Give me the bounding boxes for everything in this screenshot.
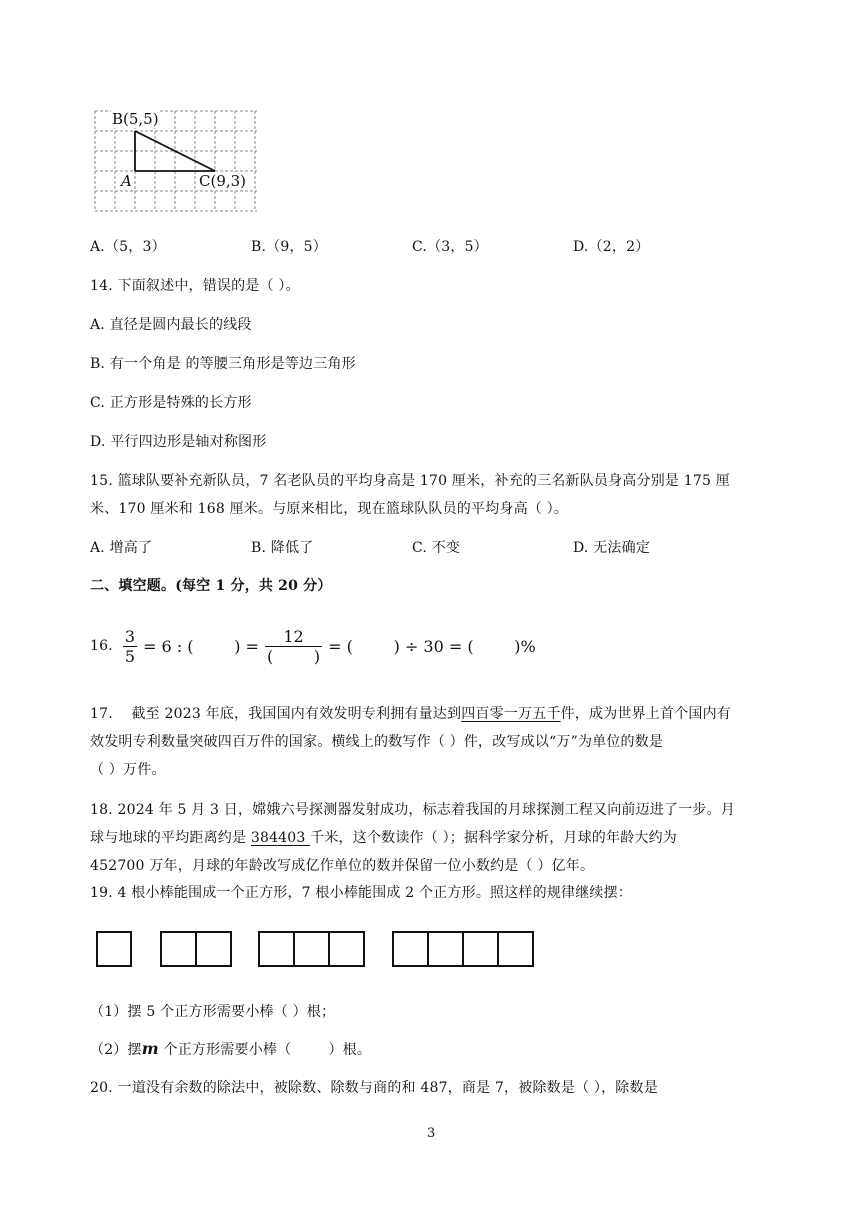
q19-sub-2-end: 个正方形需要小棒（ ）根。 <box>158 1042 372 1058</box>
point-c-label: C(9,3) <box>199 172 247 190</box>
q19-sub-1: （1）摆 5 个正方形需要小棒（ ）根； <box>90 1004 336 1020</box>
q15-option-b: B. 降低了 <box>251 540 314 556</box>
q17-line-2: 效发明专利数量突破四百万件的国家。横线上的数写作（ ）件，改写成以“万”为单位的数是 <box>90 734 664 750</box>
q16-fraction-2-numerator: 12 <box>265 627 322 647</box>
q17-line-1-end: 件，成为世界上首个国内有 <box>560 706 732 722</box>
square-divider <box>293 931 295 967</box>
q18-line-2 <box>90 827 677 847</box>
square-divider <box>497 931 499 967</box>
square-divider <box>462 931 464 967</box>
q18-line-2-start: 球与地球的平均距离约是 <box>90 830 251 846</box>
q16-equation <box>90 623 536 669</box>
q14-option-d: D. 平行四边形是轴对称图形 <box>90 434 267 450</box>
q16-part-2: = ( ) ÷ 30 = ( )% <box>328 636 536 656</box>
q16-part-1: = 6 : ( ) = <box>143 636 259 656</box>
q18-line-3: 452700 万年，月球的年龄改写成亿作单位的数并保留一位小数约是（ ）亿年。 <box>90 858 595 874</box>
q15-line-2: 米、170 厘米和 168 厘米。与原来相比，现在篮球队队员的平均身高（ ）。 <box>90 501 569 517</box>
square-divider <box>195 931 197 967</box>
q16-fraction-2-denominator: ( ) <box>266 646 321 666</box>
q15-option-d: D. 无法确定 <box>573 540 651 556</box>
q13-option-c: C.（3，5） <box>412 239 488 255</box>
q18-line-1: 18. 2024 年 5 月 3 日，嫦娥六号探测器发射成功，标志着我国的月球探测工程又向前迈进了一步。月 <box>90 802 736 818</box>
q18-line-2-end: 千米，这个数读作（ ）；据科学家分析，月球的年龄大约为 <box>310 830 678 846</box>
q16-fraction-1-denominator: 5 <box>124 646 136 666</box>
q20-line-1: 20. 一道没有余数的除法中，被除数、除数与商的和 487，商是 7，被除数是（ ），除数是 <box>90 1080 658 1096</box>
q18-underlined-distance: 384403 <box>250 830 311 846</box>
q17-underlined-number: 四百零一万五千 <box>461 706 561 722</box>
q14-option-c: C. 正方形是特殊的长方形 <box>90 395 252 411</box>
q19-sub-2 <box>90 1039 371 1059</box>
q14-stem: 14. 下面叙述中，错误的是（ ）。 <box>90 278 300 294</box>
q17-line-1 <box>90 703 731 723</box>
square-group-1 <box>96 931 132 967</box>
point-a-label: A <box>121 172 132 190</box>
point-b-label: B(5,5) <box>112 110 159 128</box>
q16-fraction-1-numerator: 3 <box>124 626 136 646</box>
q16-fraction-1 <box>123 627 137 666</box>
square-divider <box>427 931 429 967</box>
square-group-3 <box>258 931 365 967</box>
section-2-heading: 二、填空题。(每空 1 分，共 20 分） <box>90 578 332 594</box>
q19-stem: 19. 4 根小棒能围成一个正方形，7 根小棒能围成 2 个正方形。照这样的规律继续摆： <box>90 885 633 901</box>
q14-option-b: B. 有一个角是 的等腰三角形是等边三角形 <box>90 356 356 372</box>
q19-variable-m: m <box>141 1039 159 1058</box>
page-number: 3 <box>427 1126 436 1141</box>
q16-number: 16. <box>90 638 113 654</box>
q13-option-b: B.（9，5） <box>251 239 327 255</box>
q14-option-a: A. 直径是圆内最长的线段 <box>90 317 252 333</box>
q13-option-a: A.（5，3） <box>90 239 166 255</box>
q15-option-a: A. 增高了 <box>90 540 153 556</box>
q15-line-1: 15. 篮球队要补充新队员，7 名老队员的平均身高是 170 厘米，补充的三名新队员身高分别是 175 厘 <box>90 473 730 489</box>
square-divider <box>328 931 330 967</box>
q17-line-3: （ ）万件。 <box>90 762 166 778</box>
q15-option-c: C. 不变 <box>412 540 461 556</box>
q19-sub-2-start: （2）摆 <box>90 1042 142 1058</box>
q17-line-1-start: 17. 截至 2023 年底，我国国内有效发明专利拥有量达到 <box>90 706 462 722</box>
q13-option-d: D.（2，2） <box>573 239 650 255</box>
q16-fraction-2 <box>265 627 322 666</box>
